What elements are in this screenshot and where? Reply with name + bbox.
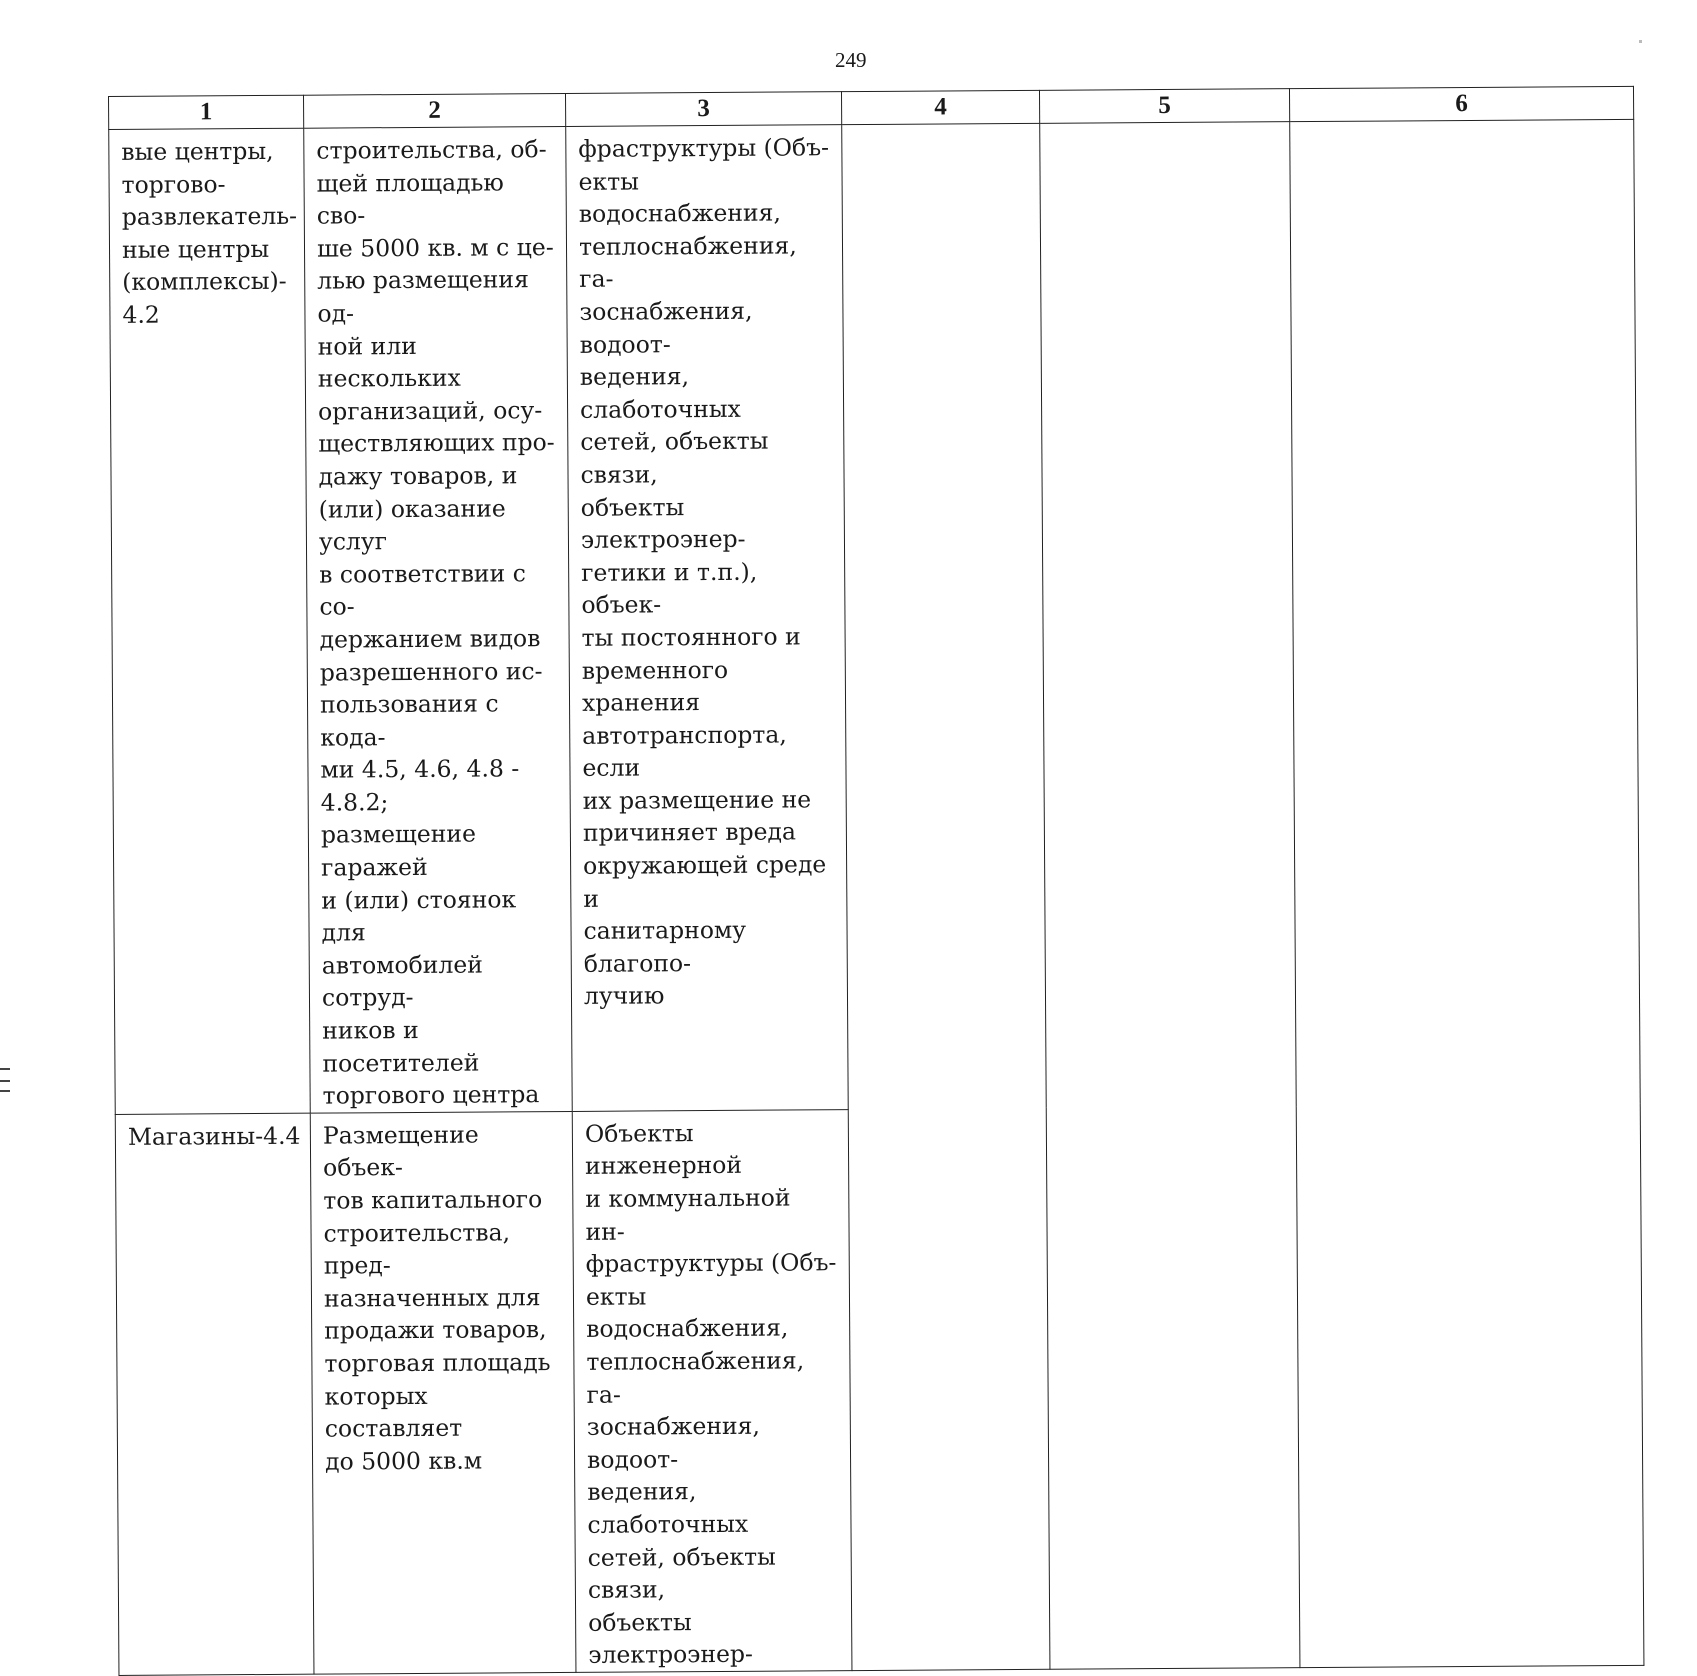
cell-use-type: вые центры, торгово- развлекатель- ные центры (комплексы)- 4.2 [109,128,311,1114]
cell-auxiliary: фраструктуры (Объ- екты водоснабжения, теплоснабжения, га- зоснабжения, водоот- ведения, слаботочных сетей, объекты связи, объекты электроэнер- гетики и т.п.), объек- ты постоянного и временного хранения автотранспорта, если их размещение не причиняет вреда окружающей среде и санитарному благопо- лучию [566,125,849,1112]
cell-description: Размещение объек- тов капитального строительства, пред- назначенных для продажи товаров, торговая площадь которых составляет до 5000 кв.м [310,1111,576,1674]
cell-use-type: Магазины-4.4 [115,1113,314,1675]
land-use-table [108,86,1640,1670]
cell-description: строительства, об- щей площадью сво- ше 5000 кв. м с це- лью размещения од- ной или нескольких организаций, осу- ществляющих про- дажу товаров, и (или) оказание услуг в соответствии с со- держанием видов разрешенного ис- пользования с кода- ми 4.5, 4.6, 4.8 - 4.8.2; размещение гаражей и (или) стоянок для автомобилей сотруд- ников и посетителей торгового центра [304,126,573,1113]
header-col-3: 3 [565,92,841,127]
margin-mark [0,1090,10,1092]
header-col-5: 5 [1039,89,1289,124]
margin-mark [0,1080,10,1082]
scan-speck [1639,40,1642,43]
margin-mark [0,1068,10,1070]
header-col-4: 4 [841,90,1039,124]
table-row [109,119,1640,1114]
header-col-6: 6 [1289,86,1633,121]
page-number: 249 [835,48,867,72]
header-col-2: 2 [303,93,565,128]
cell-col-6 [1290,119,1644,1667]
cell-auxiliary: Объекты инженерной и коммунальной ин- фраструктуры (Объ- екты водоснабжения, теплоснабжения, га- зоснабжения, водоот- ведения, слаботочных сетей, объекты связи, объекты электроэнер- [572,1109,852,1672]
cell-col-5 [1040,122,1300,1670]
header-col-1: 1 [109,95,304,129]
cell-col-4 [842,123,1050,1670]
